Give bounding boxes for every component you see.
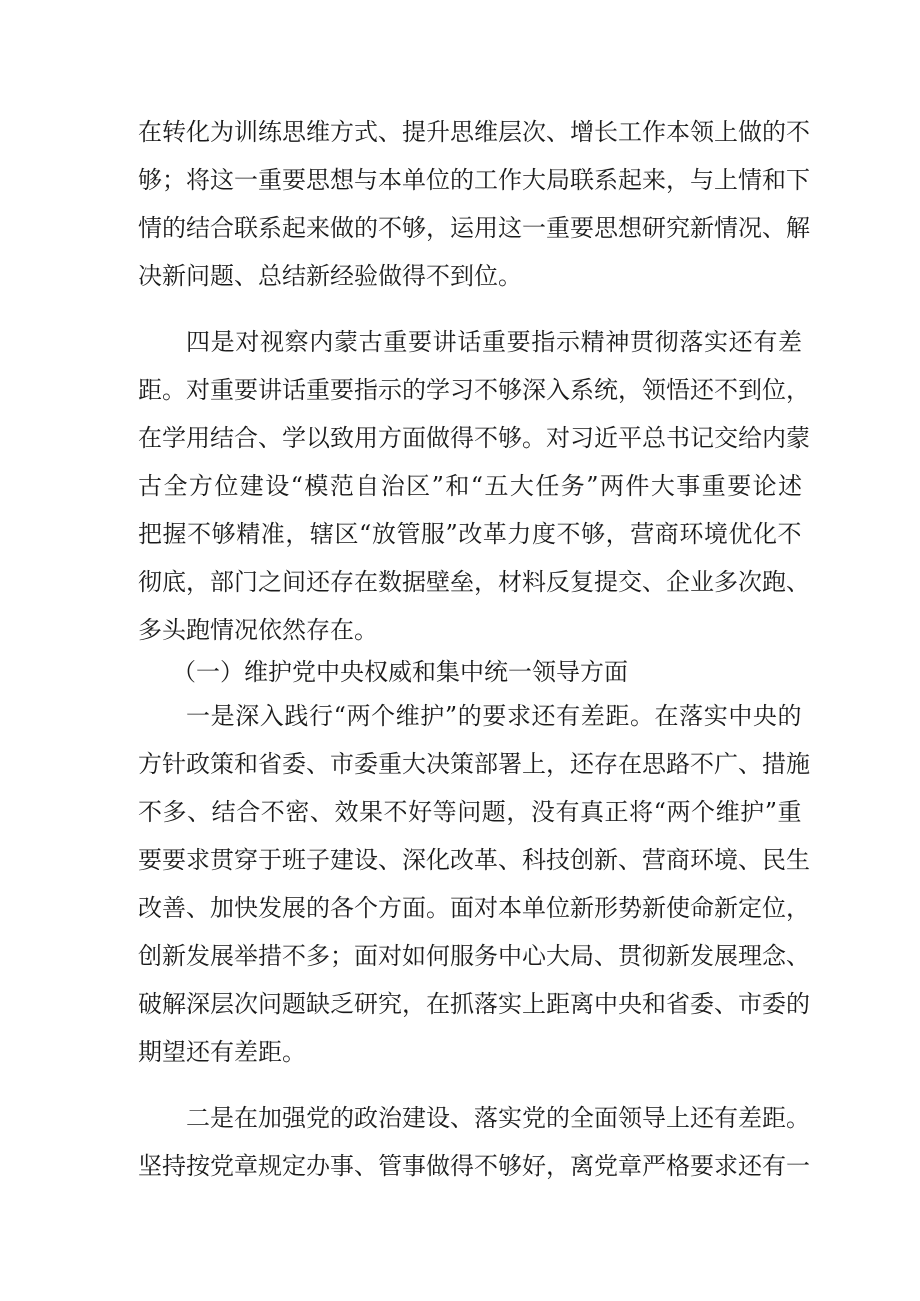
paragraph-heading-line: 一是深入践行“两个维护”的要求还有差距。在落实中央的: [186, 702, 803, 730]
text-line: 距。对重要讲话重要指示的学习不够深入系统，领悟还不到位，: [138, 376, 810, 404]
text-line: 方针政策和省委、市委重大决策部署上，还存在思路不广、措施: [138, 750, 810, 778]
section-heading: （一）维护党中央权威和集中统一领导方面: [172, 658, 628, 686]
text-line: 决新问题、总结新经验做得不到位。: [138, 262, 522, 290]
text-line: 多头跑情况依然存在。: [138, 616, 378, 644]
text-line: 把握不够精准，辖区“放管服”改革力度不够，营商环境优化不: [138, 520, 803, 548]
paragraph-heading-line: 二是在加强党的政治建设、落实党的全面领导上还有差距。: [186, 1104, 810, 1132]
text-line: 破解深层次问题缺乏研究，在抓落实上距离中央和省委、市委的: [138, 990, 810, 1018]
text-line: 够；将这一重要思想与本单位的工作大局联系起来，与上情和下: [138, 166, 810, 194]
text-line: 改善、加快发展的各个方面。面对本单位新形势新使命新定位，: [138, 894, 810, 922]
text-line: 古全方位建设“模范自治区”和“五大任务”两件大事重要论述: [138, 472, 804, 500]
paragraph-heading-line: 四是对视察内蒙古重要讲话重要指示精神贯彻落实还有差: [186, 328, 803, 356]
text-line: 彻底，部门之间还存在数据壁垒，材料反复提交、企业多次跑、: [138, 568, 810, 596]
text-line: 期望还有差距。: [138, 1038, 306, 1066]
text-line: 坚持按党章规定办事、管事做得不够好，离党章严格要求还有一: [138, 1152, 810, 1180]
text-line: 不多、结合不密、效果不好等问题，没有真正将“两个维护”重: [138, 798, 803, 826]
text-line: 在转化为训练思维方式、提升思维层次、增长工作本领上做的不: [138, 118, 810, 146]
text-line: 在学用结合、学以致用方面做得不够。对习近平总书记交给内蒙: [138, 424, 810, 452]
text-line: 情的结合联系起来做的不够，运用这一重要思想研究新情况、解: [138, 214, 810, 242]
text-line: 要要求贯穿于班子建设、深化改革、科技创新、营商环境、民生: [138, 846, 810, 874]
text-line: 创新发展举措不多；面对如何服务中心大局、贯彻新发展理念、: [138, 942, 810, 970]
